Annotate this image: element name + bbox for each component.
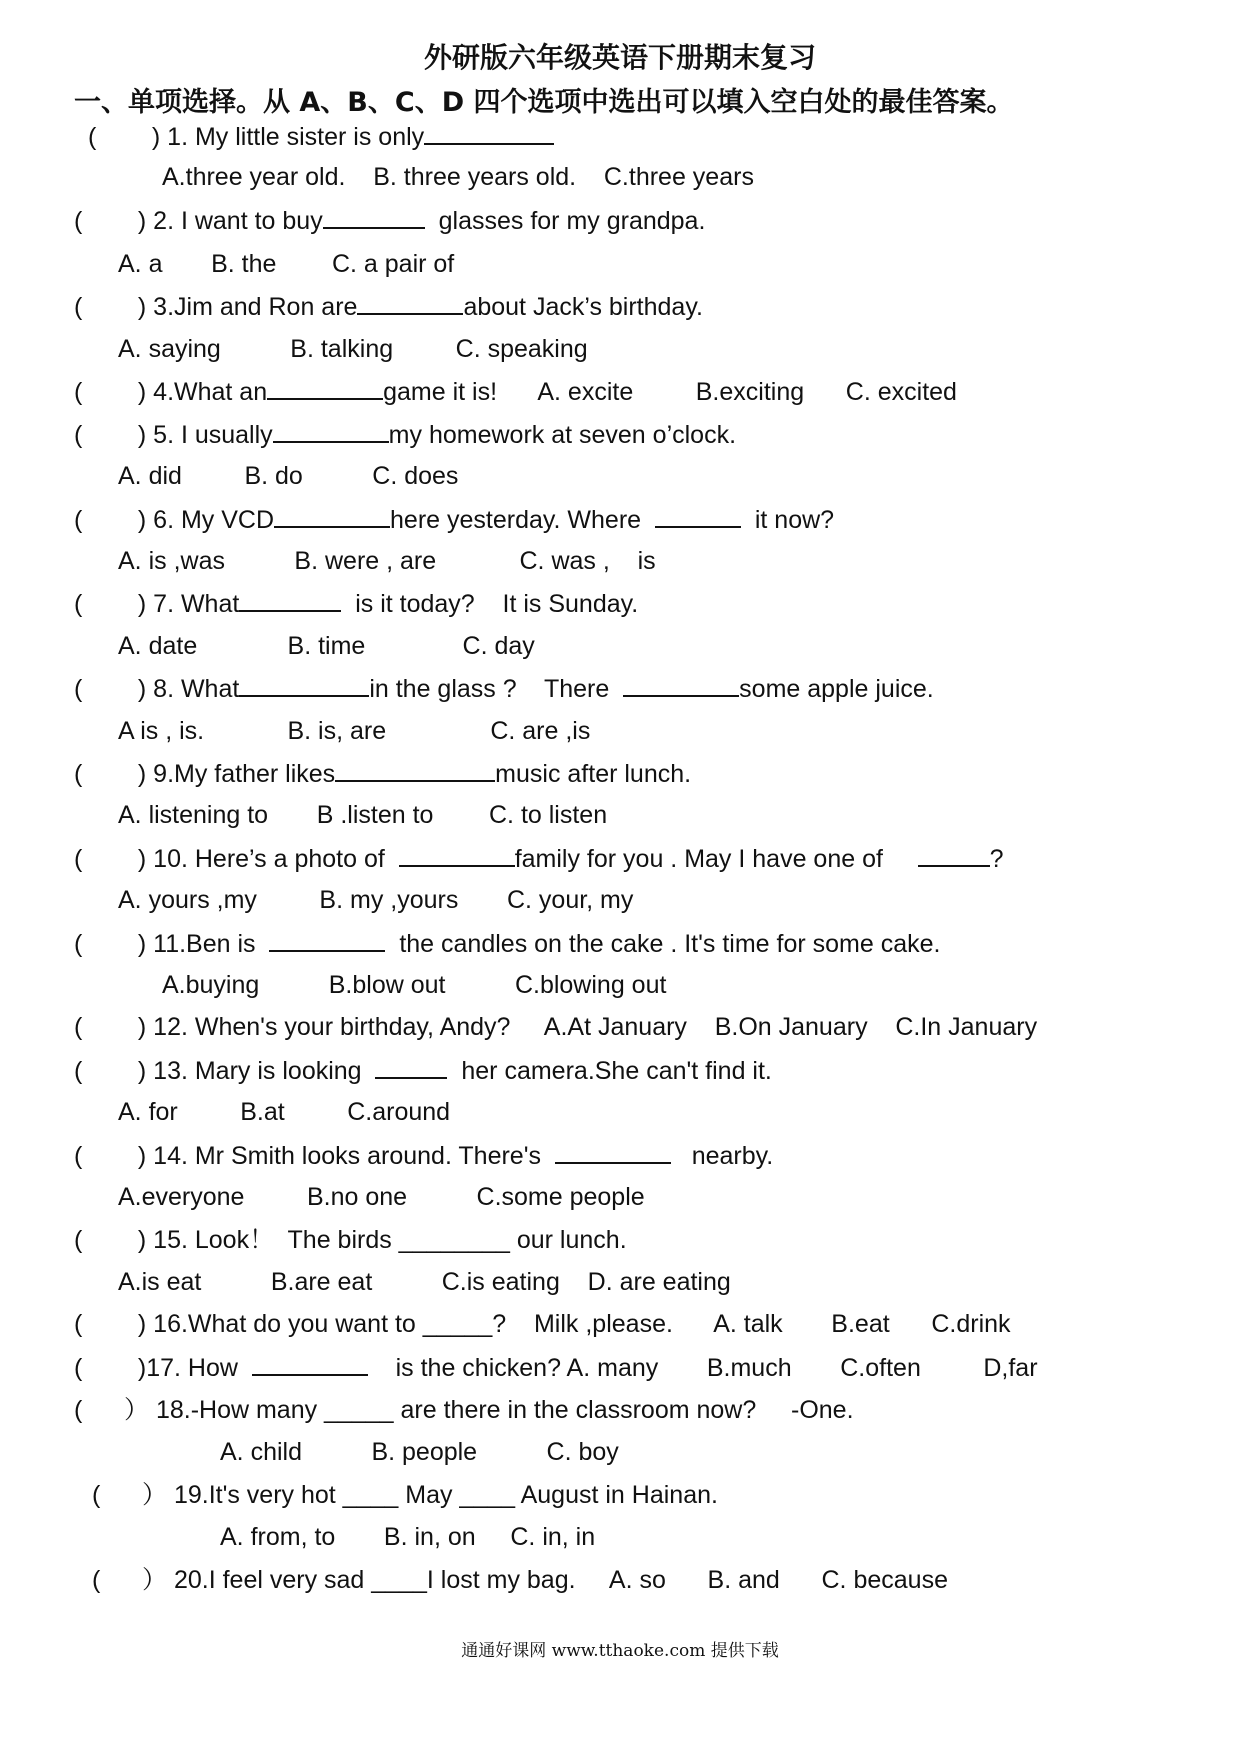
question-line bbox=[118, 546, 656, 576]
question-text: ( ) 3.Jim and Ron are bbox=[74, 293, 358, 321]
answer-blank[interactable] bbox=[267, 376, 383, 400]
answer-blank[interactable] bbox=[655, 504, 741, 528]
question-text: ( ） 20.I feel very sad ____I lost my bag. A. so B. and C. because bbox=[92, 1566, 948, 1594]
question-line bbox=[220, 1437, 619, 1467]
question-line bbox=[74, 1055, 772, 1086]
answer-blank[interactable] bbox=[918, 843, 990, 867]
question-line bbox=[74, 843, 1004, 874]
question-text: ( ) 14. Mr Smith looks around. There's bbox=[74, 1142, 555, 1170]
question-text: some apple juice. bbox=[739, 675, 934, 703]
question-line bbox=[118, 461, 458, 491]
question-text: ( ) 7. What bbox=[74, 590, 240, 618]
question-text: her camera.She can't find it. bbox=[447, 1057, 772, 1085]
question-text: ( ) 13. Mary is looking bbox=[74, 1057, 376, 1085]
answer-blank[interactable] bbox=[239, 588, 341, 612]
answer-blank[interactable] bbox=[273, 419, 389, 443]
question-line bbox=[74, 376, 957, 407]
question-line bbox=[74, 588, 638, 619]
question-text: glasses for my grandpa. bbox=[424, 207, 706, 235]
question-line bbox=[118, 334, 588, 364]
question-line bbox=[74, 758, 691, 789]
question-text: game it is! A. excite B.exciting C. excited bbox=[383, 378, 957, 406]
question-text: A. saying B. talking C. speaking bbox=[118, 335, 588, 363]
section-heading: 一、单项选择。从 A、B、C、D 四个选项中选出可以填入空白处的最佳答案。 bbox=[74, 87, 1014, 118]
answer-blank[interactable] bbox=[274, 504, 390, 528]
question-line bbox=[74, 1225, 627, 1255]
answer-blank[interactable] bbox=[424, 121, 554, 145]
question-line bbox=[74, 673, 934, 704]
answer-blank[interactable] bbox=[399, 843, 515, 867]
question-text: ? bbox=[989, 845, 1004, 873]
question-text: A. is ,was B. were , are C. was , is bbox=[118, 547, 656, 575]
question-line bbox=[92, 1480, 718, 1510]
question-line bbox=[118, 1182, 645, 1212]
question-line bbox=[92, 1565, 948, 1595]
question-text: ( ) 9.My father likes bbox=[74, 760, 336, 788]
question-line bbox=[118, 800, 607, 830]
question-text: ( ) 15. Look！ The birds ________ our lunch. bbox=[74, 1226, 627, 1254]
question-text: ( ) 8. What bbox=[74, 675, 240, 703]
question-text: ( ) 12. When's your birthday, Andy? A.At January B.On January C.In January bbox=[74, 1013, 1038, 1041]
question-text: ( ) 4.What an bbox=[74, 378, 268, 406]
question-text: A.is eat B.are eat C.is eating D. are eating bbox=[118, 1268, 731, 1296]
question-text: A. from, to B. in, on C. in, in bbox=[220, 1523, 596, 1551]
question-line bbox=[118, 716, 590, 746]
question-text: A. did B. do C. does bbox=[118, 462, 459, 490]
question-line bbox=[74, 928, 940, 959]
question-line bbox=[74, 205, 705, 236]
answer-blank[interactable] bbox=[269, 928, 385, 952]
question-text: nearby. bbox=[670, 1142, 774, 1170]
question-text: ( ） 19.It's very hot ____ May ____ August in Hainan. bbox=[92, 1481, 718, 1509]
answer-blank[interactable] bbox=[623, 673, 739, 697]
question-line bbox=[162, 162, 754, 192]
question-line bbox=[74, 504, 834, 535]
answer-blank[interactable] bbox=[357, 291, 463, 315]
question-text: is the chicken? A. many B.much C.often D,far bbox=[367, 1354, 1038, 1382]
question-text: A.everyone B.no one C.some people bbox=[118, 1183, 645, 1211]
question-line bbox=[118, 1267, 731, 1297]
question-text: here yesterday. Where bbox=[390, 506, 655, 534]
question-text: A is , is. B. is, are C. are ,is bbox=[118, 717, 591, 745]
question-line bbox=[74, 1309, 1011, 1339]
question-text: is it today? It is Sunday. bbox=[341, 590, 639, 618]
question-text: ( ） 18.-How many _____ are there in the classroom now? -One. bbox=[74, 1396, 854, 1424]
question-text: it now? bbox=[740, 506, 835, 534]
question-text: in the glass ? There bbox=[369, 675, 624, 703]
question-text: ( ) 6. My VCD bbox=[74, 506, 275, 534]
page-title: 外研版六年级英语下册期末复习 bbox=[423, 41, 816, 74]
question-line bbox=[74, 291, 703, 322]
question-line bbox=[74, 1395, 854, 1425]
answer-blank[interactable] bbox=[252, 1352, 368, 1376]
question-text: A. yours ,my B. my ,yours C. your, my bbox=[118, 886, 634, 914]
question-line bbox=[118, 1097, 450, 1127]
question-line bbox=[74, 1012, 1037, 1042]
question-line bbox=[220, 1522, 595, 1552]
question-text: about Jack’s birthday. bbox=[463, 293, 703, 321]
question-line bbox=[74, 1352, 1038, 1383]
question-text: ( ) 1. My little sister is only bbox=[88, 123, 425, 151]
question-text: A. listening to B .listen to C. to listen bbox=[118, 801, 608, 829]
question-text: ( )17. How bbox=[74, 1354, 252, 1382]
answer-blank[interactable] bbox=[323, 205, 425, 229]
answer-blank[interactable] bbox=[375, 1055, 447, 1079]
question-text: A. date B. time C. day bbox=[118, 632, 535, 660]
answer-blank[interactable] bbox=[239, 673, 369, 697]
question-text: ( ) 16.What do you want to _____? Milk ,please. A. talk B.eat C.drink bbox=[74, 1310, 1011, 1338]
question-text: A. child B. people C. boy bbox=[220, 1438, 619, 1466]
question-line bbox=[162, 970, 666, 1000]
question-line bbox=[118, 249, 454, 279]
question-text: my homework at seven o’clock. bbox=[388, 421, 737, 449]
question-text: ( ) 5. I usually bbox=[74, 421, 273, 449]
question-line bbox=[74, 1140, 773, 1171]
question-text: A.buying B.blow out C.blowing out bbox=[162, 971, 667, 999]
question-text: family for you . May I have one of bbox=[514, 845, 918, 873]
question-text: A. a B. the C. a pair of bbox=[118, 250, 455, 278]
question-text: the candles on the cake . It's time for some cake. bbox=[385, 930, 941, 958]
question-text: ( ) 2. I want to buy bbox=[74, 207, 323, 235]
question-text: ( ) 11.Ben is bbox=[74, 930, 270, 958]
question-text: A.three year old. B. three years old. C.three years bbox=[162, 163, 754, 191]
question-line bbox=[74, 419, 736, 450]
footer-credit: 通通好课网 www.tthaoke.com 提供下载 bbox=[461, 1641, 779, 1661]
answer-blank[interactable] bbox=[555, 1140, 671, 1164]
question-text: A. for B.at C.around bbox=[118, 1098, 451, 1126]
question-text: ( ) 10. Here’s a photo of bbox=[74, 845, 399, 873]
answer-blank[interactable] bbox=[335, 758, 495, 782]
question-line bbox=[118, 885, 633, 915]
question-text: music after lunch. bbox=[495, 760, 692, 788]
question-line bbox=[118, 631, 535, 661]
question-line bbox=[88, 121, 554, 152]
